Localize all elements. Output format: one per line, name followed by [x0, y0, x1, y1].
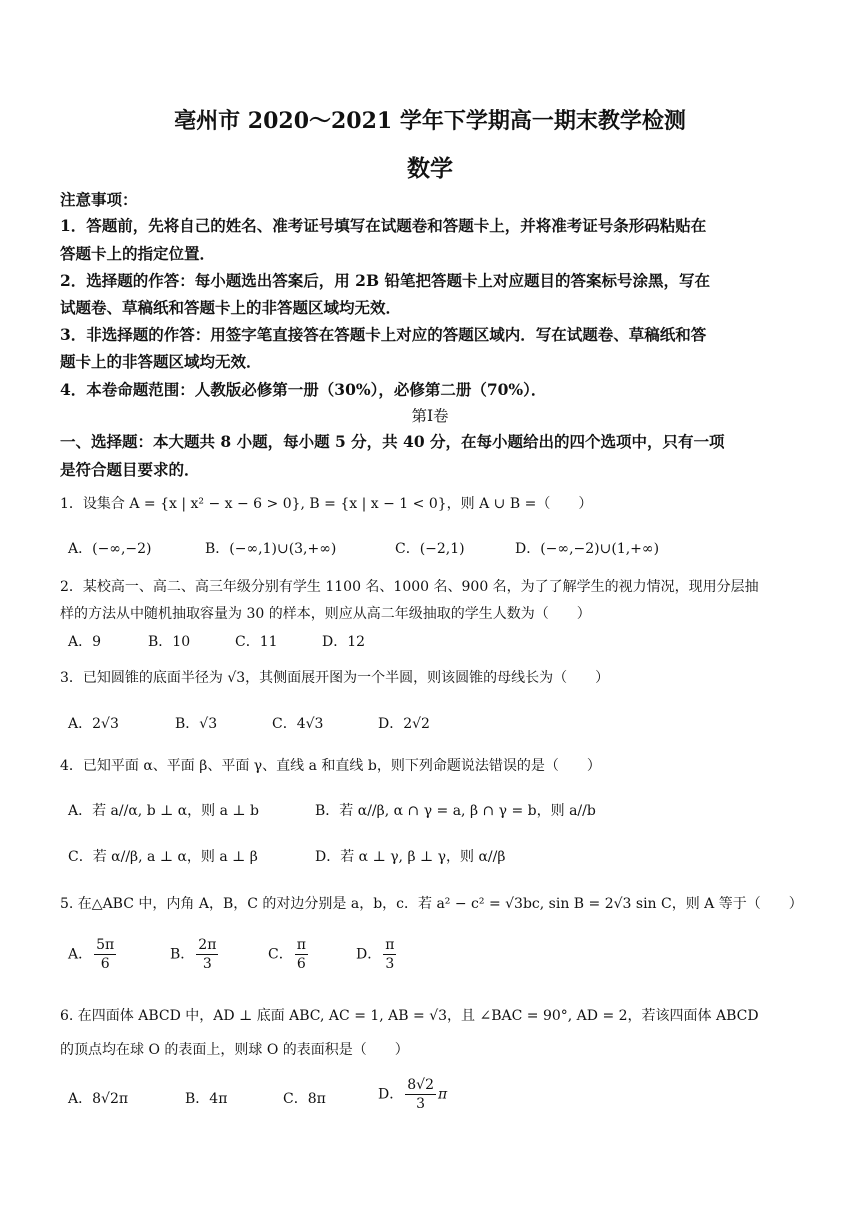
- question-1-option-a: A．(−∞,−2): [68, 541, 152, 557]
- question-2-option-c: C．11: [235, 634, 278, 650]
- question-1-option-d: D．(−∞,−2)∪(1,+∞): [515, 541, 660, 557]
- question-3-option-a: A．2√3: [68, 716, 119, 732]
- notice-line: 题卡上的非答题区域均无效．: [60, 352, 262, 371]
- question-3-option-b: B．√3: [175, 716, 218, 732]
- option-label: D．: [378, 1086, 404, 1103]
- subject-title: 数学: [407, 155, 453, 182]
- notice-line: 答题卡上的指定位置．: [60, 244, 216, 263]
- option-fraction: [94, 936, 116, 973]
- question-6-option-d: [378, 1076, 447, 1113]
- fraction-numerator: π: [385, 937, 395, 953]
- fraction-denominator: 3: [385, 956, 395, 972]
- option-label: D．: [356, 946, 382, 963]
- fraction-denominator: 6: [296, 956, 306, 972]
- question-6-stem: 6. 在四面体 ABCD 中，AD ⊥ 底面 ABC, AC = 1, AB = √3，且 ∠BAC = 90°, AD = 2，若该四面体 ABCD: [60, 1008, 759, 1024]
- option-fraction: [295, 936, 308, 973]
- option-tail: π: [437, 1086, 448, 1103]
- question-1-option-c: C．(−2,1): [395, 541, 465, 557]
- question-4-option-a: A．若 a//α, b ⊥ α，则 a ⊥ b: [68, 803, 260, 819]
- question-1-option-b: B．(−∞,1)∪(3,+∞): [205, 541, 337, 557]
- fraction-numerator: 8√2: [407, 1077, 434, 1093]
- section-heading: 一、选择题：本大题共 8 小题，每小题 5 分，共 40 分，在每小题给出的四个选项中，只有一项: [60, 432, 725, 451]
- option-label: C．: [268, 946, 293, 963]
- question-6-option-c: C．8π: [283, 1091, 326, 1107]
- fraction-numerator: 2π: [198, 937, 217, 953]
- exam-title: 亳州市 2020～2021 学年下学期高一期末教学检测: [174, 108, 686, 134]
- question-6-stem-cont: 的顶点均在球 O 的表面上，则球 O 的表面积是（ ）: [60, 1042, 409, 1058]
- question-2-stem-cont: 样的方法从中随机抽取容量为 30 的样本，则应从高二年级抽取的学生人数为（ ）: [60, 606, 591, 622]
- question-4-stem: 4．已知平面 α、平面 β、平面 γ、直线 a 和直线 b，则下列命题说法错误的是（ ）: [60, 758, 601, 774]
- option-fraction: [383, 936, 396, 973]
- part-heading: 第Ⅰ卷: [411, 407, 449, 425]
- notice-line: 试题卷、草稿纸和答题卡上的非答题区域均无效．: [60, 298, 402, 317]
- notice-heading: 注意事项：: [60, 190, 138, 209]
- option-fraction: [196, 936, 218, 973]
- question-4-option-c: C．若 α//β, a ⊥ α，则 a ⊥ β: [68, 849, 258, 865]
- question-5-option-d: [356, 936, 398, 973]
- question-6-option-a: A．8√2π: [68, 1091, 129, 1107]
- question-1-stem: 1．设集合 A = {x | x² − x − 6 > 0}, B = {x | x − 1 < 0}，则 A ∪ B =（ ）: [60, 496, 593, 512]
- question-3-option-d: D．2√2: [378, 716, 430, 732]
- section-heading-cont: 是符合题目要求的．: [60, 460, 200, 479]
- fraction-numerator: 5π: [96, 937, 115, 953]
- notice-line: 4．本卷命题范围：人教版必修第一册（30%），必修第二册（70%）．: [60, 380, 547, 399]
- notice-line: 1．答题前，先将自己的姓名、准考证号填写在试题卷和答题卡上，并将准考证号条形码粘贴在: [60, 216, 707, 235]
- notice-line: 3．非选择题的作答：用签字笔直接答在答题卡上对应的答题区域内．写在试题卷、草稿纸和答: [60, 325, 707, 344]
- question-3-stem: 3．已知圆锥的底面半径为 √3，其侧面展开图为一个半圆，则该圆锥的母线长为（ ）: [60, 670, 610, 686]
- question-5-option-c: [268, 936, 310, 973]
- question-2-option-d: D．12: [322, 634, 366, 650]
- question-2-option-a: A．9: [68, 634, 102, 650]
- question-6-option-b: B．4π: [185, 1091, 228, 1107]
- option-label: B．: [170, 946, 195, 963]
- fraction-denominator: 6: [100, 956, 110, 972]
- fraction-denominator: 3: [416, 1096, 426, 1112]
- question-2-stem: 2．某校高一、高二、高三年级分别有学生 1100 名、1000 名、900 名，为了了解学生的视力情况，现用分层抽: [60, 579, 759, 595]
- fraction-denominator: 3: [202, 956, 212, 972]
- question-4-option-b: B．若 α//β, α ∩ γ = a, β ∩ γ = b，则 a//b: [315, 803, 596, 819]
- question-5-option-a: [68, 936, 118, 973]
- question-5-stem: 5. 在△ABC 中，内角 A，B，C 的对边分别是 a，b，c．若 a² − c² = √3bc, sin B = 2√3 sin C，则 A 等于（ ）: [60, 896, 803, 912]
- option-label: A．: [68, 946, 93, 963]
- question-2-option-b: B．10: [148, 634, 191, 650]
- question-4-option-d: D．若 α ⊥ γ, β ⊥ γ，则 α//β: [315, 849, 506, 865]
- question-5-option-b: [170, 936, 220, 973]
- fraction-numerator: π: [296, 937, 306, 953]
- option-fraction: [405, 1076, 436, 1113]
- question-3-option-c: C．4√3: [272, 716, 324, 732]
- notice-line: 2．选择题的作答：每小题选出答案后，用 2B 铅笔把答题卡上对应题目的答案标号涂黑，写在: [60, 271, 710, 290]
